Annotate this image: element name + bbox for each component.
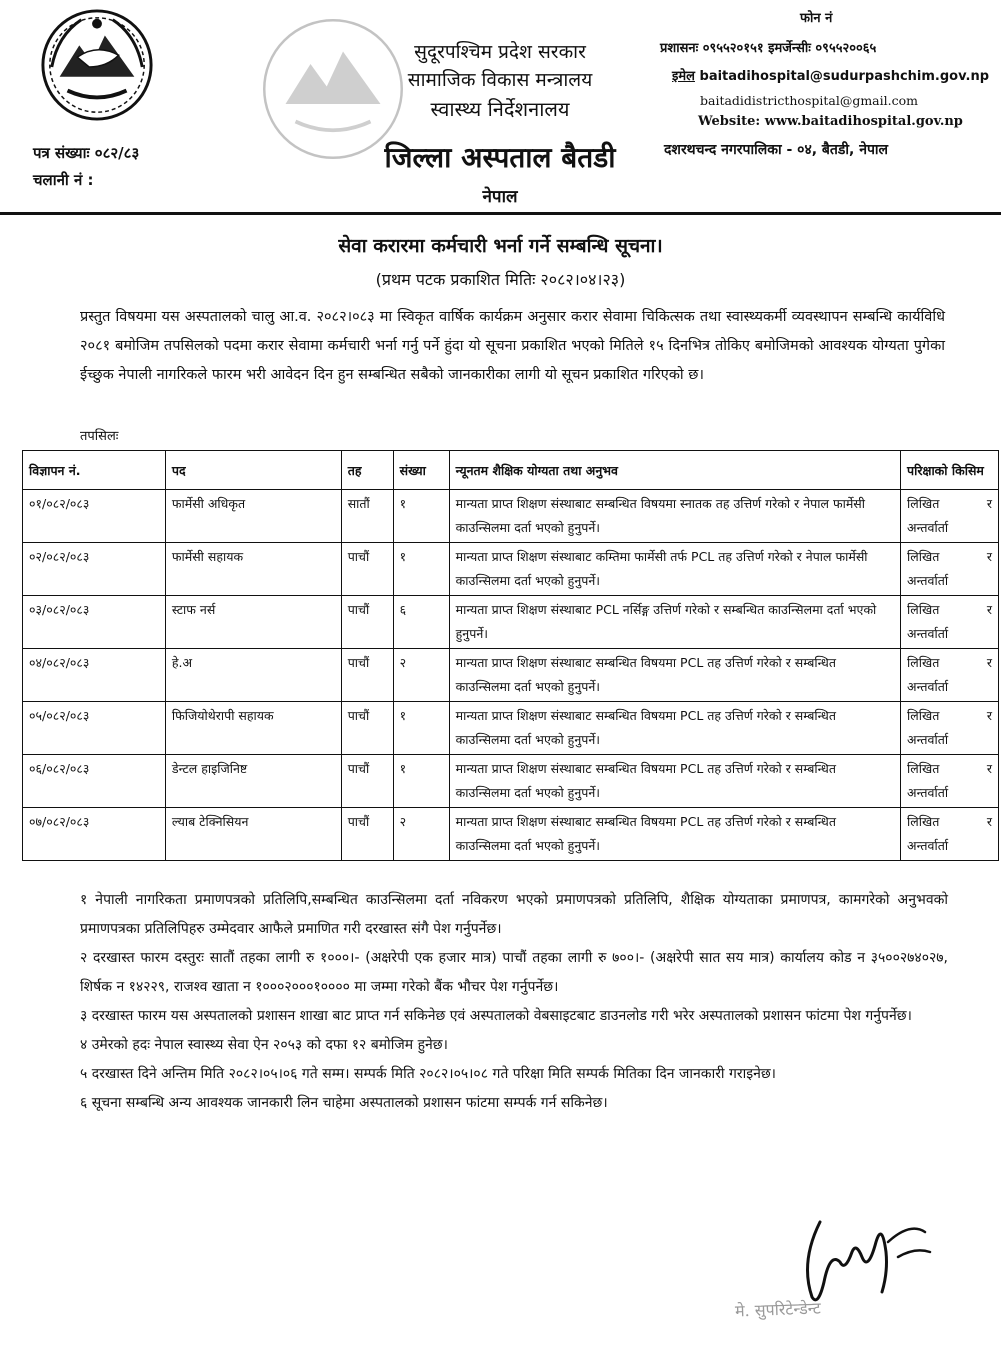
exam-and: र <box>986 602 992 617</box>
notice-title: सेवा करारमा कर्मचारी भर्ना गर्ने सम्बन्धि सूचना। <box>338 235 663 257</box>
hospital-name: जिल्ला अस्पताल बैतडी <box>384 141 616 174</box>
details-label: तपसिलः <box>80 429 119 444</box>
note-item: ३ दरखास्त फारम यस अस्पतालको प्रशासन शाखा बाट प्राप्त गर्न सकिनेछ एवं अस्पतालको वेबसाइटबाट डाउनलोड गरी भरेर अस्पतालको प्रशासन फांटमा पेश गर्नुपर्नेछ। <box>80 1008 912 1024</box>
signature-icon <box>790 1202 940 1312</box>
posts-table <box>22 450 999 861</box>
exam-interview: अन्तर्वार्ता <box>907 679 949 694</box>
exam-written: लिखित <box>907 496 940 511</box>
notes-list <box>80 886 948 1118</box>
cell-level: पाचौं <box>341 702 393 755</box>
cell-ad: ०७/०८२/०८३ <box>23 808 166 861</box>
signature-stamp: मे. सुपरिटेन्डेन्ट <box>734 1298 822 1321</box>
phone-label: फोन नं <box>800 11 833 26</box>
email-secondary[interactable]: baitadidistricthospital@gmail.com <box>700 93 918 108</box>
cell-count: २ <box>393 808 449 861</box>
exam-interview: अन्तर्वार्ता <box>907 520 949 535</box>
cell-exam <box>901 808 999 861</box>
cell-count: १ <box>393 490 449 543</box>
cell-ad: ०३/०८२/०८३ <box>23 596 166 649</box>
col-ad-number: विज्ञापन नं. <box>23 451 166 490</box>
col-qualification: न्यूनतम शैक्षिक योग्यता तथा अनुभव <box>449 451 900 490</box>
cell-count: १ <box>393 755 449 808</box>
cell-exam <box>901 649 999 702</box>
exam-written: लिखित <box>907 814 940 829</box>
cell-qualification: मान्यता प्राप्त शिक्षण संस्थाबाट सम्बन्धित विषयमा PCL तह उत्तिर्ण गरेको र सम्बन्धित काउन्सिलमा दर्ता भएको हुनुपर्ने। <box>449 702 900 755</box>
cell-ad: ०१/०८२/०८३ <box>23 490 166 543</box>
exam-and: र <box>986 549 992 564</box>
exam-and: र <box>986 655 992 670</box>
table-row <box>23 490 999 543</box>
exam-and: र <box>986 814 992 829</box>
table-row <box>23 596 999 649</box>
exam-written: लिखित <box>907 602 940 617</box>
address: दशरथचन्द नगरपालिका - ०४, बैतडी, नेपाल <box>664 142 889 158</box>
cell-level: पाचौं <box>341 755 393 808</box>
letter-number: पत्र संख्याः ०८२/८३ <box>33 144 140 162</box>
table-row <box>23 543 999 596</box>
notice-subtitle: (प्रथम पटक प्रकाशित मितिः २०८२।०४।२३) <box>375 270 626 289</box>
cell-count: २ <box>393 649 449 702</box>
nepal-emblem-icon <box>38 6 156 124</box>
cell-qualification: मान्यता प्राप्त शिक्षण संस्थाबाट सम्बन्धित विषयमा PCL तह उत्तिर्ण गरेको र सम्बन्धित काउन्सिलमा दर्ता भएको हुनुपर्ने। <box>449 808 900 861</box>
cell-post: फार्मेसी अधिकृत <box>165 490 341 543</box>
cell-post: डेन्टल हाइजिनिष्ट <box>165 755 341 808</box>
exam-interview: अन्तर्वार्ता <box>907 838 949 853</box>
cell-ad: ०५/०८२/०८३ <box>23 702 166 755</box>
cell-exam <box>901 543 999 596</box>
cell-qualification: मान्यता प्राप्त शिक्षण संस्थाबाट सम्बन्धित विषयमा PCL तह उत्तिर्ण गरेको र सम्बन्धित काउन्सिलमा दर्ता भएको हुनुपर्ने। <box>449 755 900 808</box>
table-row <box>23 702 999 755</box>
phone-numbers: प्रशासनः ०९५५२०१५१ इमर्जेन्सीः ०९५५२००६५ <box>660 41 877 56</box>
cell-level: पाचौं <box>341 596 393 649</box>
exam-interview: अन्तर्वार्ता <box>907 573 949 588</box>
dispatch-number: चलानी नं : <box>33 171 94 189</box>
cell-qualification: मान्यता प्राप्त शिक्षण संस्थाबाट सम्बन्धित विषयमा PCL तह उत्तिर्ण गरेको र सम्बन्धित काउन्सिलमा दर्ता भएको हुनुपर्ने। <box>449 649 900 702</box>
exam-and: र <box>986 761 992 776</box>
table-row <box>23 808 999 861</box>
email-label: इमेल <box>672 69 695 84</box>
org-ministry: सामाजिक विकास मन्त्रालय <box>407 69 593 91</box>
exam-and: र <box>986 496 992 511</box>
col-exam-type: परिक्षाको किसिम <box>901 451 999 490</box>
col-level: तह <box>341 451 393 490</box>
table-row <box>23 755 999 808</box>
cell-ad: ०६/०८२/०८३ <box>23 755 166 808</box>
table-row <box>23 649 999 702</box>
note-item: ५ दरखास्त दिने अन्तिम मिति २०८२।०५।०६ गते सम्म। सम्पर्क मिति २०८२।०५।०८ गते परिक्षा मिति सम्पर्क मितिका दिन जानकारी गराइनेछ। <box>80 1066 776 1082</box>
notice-intro: प्रस्तुत विषयमा यस अस्पतालको चालु आ.व. २०८२।०८३ मा स्विकृत वार्षिक कार्यक्रम अनुसार करार सेवामा चिकित्सक तथा स्वास्थ्यकर्मी व्यवस्थापन सम्बन्धि कार्यविधि २०८१ बमोजिम तपसिलको पदमा करार सेवामा कर्मचारी भर्ना गर्नु पर्ने हुंदा यो सूचना प्रकाशित भएको मितिले १५ दिनभित्र तोकिए बमोजिमको आवश्यक योग्यता पुगेका ईच्छुक नेपाली नागरिकले फारम भरी आवेदन दिन हुन सम्बन्धित सबैको जानकारीका लागी यो सूचन प्रकाशित गरिएको छ। <box>80 309 945 383</box>
col-post: पद <box>165 451 341 490</box>
exam-interview: अन्तर्वार्ता <box>907 626 949 641</box>
cell-post: हे.अ <box>165 649 341 702</box>
cell-exam <box>901 490 999 543</box>
cell-level: सातौं <box>341 490 393 543</box>
note-item: १ नेपाली नागरिकता प्रमाणपत्रको प्रतिलिपि,सम्बन्धित काउन्सिलमा दर्ता नविकरण भएको प्रमाणपत्रको प्रतिलिपि, शैक्षिक योग्यताका प्रमाणपत्र, कामगरेको अनुभवको प्रमाणपत्रका प्रतिलिपिहरु उम्मेदवार आफैले प्रमाणित गरी दरखास्त संगै पेश गर्नुपर्नेछ। <box>80 892 948 937</box>
note-item: ६ सूचना सम्बन्धि अन्य आवश्यक जानकारी लिन चाहेमा अस्पतालको प्रशासन फांटमा सम्पर्क गर्न सकिनेछ। <box>80 1095 608 1111</box>
cell-ad: ०४/०८२/०८३ <box>23 649 166 702</box>
cell-qualification: मान्यता प्राप्त शिक्षण संस्थाबाट कम्तिमा फार्मेसी तर्फ PCL तह उत्तिर्ण गरेको र नेपाल फार्मेसी काउन्सिलमा दर्ता भएको हुनुपर्ने। <box>449 543 900 596</box>
exam-written: लिखित <box>907 655 940 670</box>
header-divider <box>0 212 1001 215</box>
cell-post: फिजियोथेरापी सहायक <box>165 702 341 755</box>
exam-written: लिखित <box>907 708 940 723</box>
cell-level: पाचौं <box>341 543 393 596</box>
note-item: २ दरखास्त फारम दस्तुरः सातौं तहका लागी रु १०००।- (अक्षरेपी एक हजार मात्र) पाचौं तहका लागी रु ७००।- (अक्षरेपी सात सय मात्र) कार्यालय कोड न ३५००२७४०२७, शिर्षक न १४२२९, राजश्व खाता न १०००२०००१०००० मा जम्मा गरेको बैंक भौचर पेश गर्नुपर्नेछ। <box>80 950 948 995</box>
org-directorate: स्वास्थ्य निर्देशनालय <box>430 97 570 121</box>
cell-post: स्टाफ नर्स <box>165 596 341 649</box>
exam-and: र <box>986 708 992 723</box>
country-name: नेपाल <box>482 187 518 207</box>
cell-exam <box>901 596 999 649</box>
table-header-row <box>23 451 999 490</box>
cell-post: फार्मेसी सहायक <box>165 543 341 596</box>
exam-interview: अन्तर्वार्ता <box>907 732 949 747</box>
email-line <box>672 66 989 84</box>
cell-count: १ <box>393 543 449 596</box>
exam-written: लिखित <box>907 761 940 776</box>
email-primary[interactable]: baitadihospital@sudurpashchim.gov.np <box>699 69 990 84</box>
cell-level: पाचौं <box>341 649 393 702</box>
cell-count: ६ <box>393 596 449 649</box>
org-province: सुदूरपश्चिम प्रदेश सरकार <box>414 41 586 63</box>
website[interactable]: Website: www.baitadihospital.gov.np <box>698 114 963 129</box>
cell-post: ल्याब टेक्निसियन <box>165 808 341 861</box>
exam-interview: अन्तर्वार्ता <box>907 785 949 800</box>
cell-qualification: मान्यता प्राप्त शिक्षण संस्थाबाट सम्बन्धित विषयमा स्नातक तह उत्तिर्ण गरेको र नेपाल फार्मेसी काउन्सिलमा दर्ता भएको हुनुपर्ने। <box>449 490 900 543</box>
exam-written: लिखित <box>907 549 940 564</box>
cell-level: पाचौं <box>341 808 393 861</box>
cell-count: १ <box>393 702 449 755</box>
col-count: संख्या <box>393 451 449 490</box>
cell-exam <box>901 755 999 808</box>
cell-exam <box>901 702 999 755</box>
note-item: ४ उमेरको हदः नेपाल स्वास्थ्य सेवा ऐन २०५३ को दफा १२ बमोजिम हुनेछ। <box>80 1037 448 1053</box>
cell-qualification: मान्यता प्राप्त शिक्षण संस्थाबाट PCL नर्सिङ्ग उत्तिर्ण गरेको र सम्बन्धित काउन्सिलमा दर्ता भएको हुनुपर्ने। <box>449 596 900 649</box>
cell-ad: ०२/०८२/०८३ <box>23 543 166 596</box>
